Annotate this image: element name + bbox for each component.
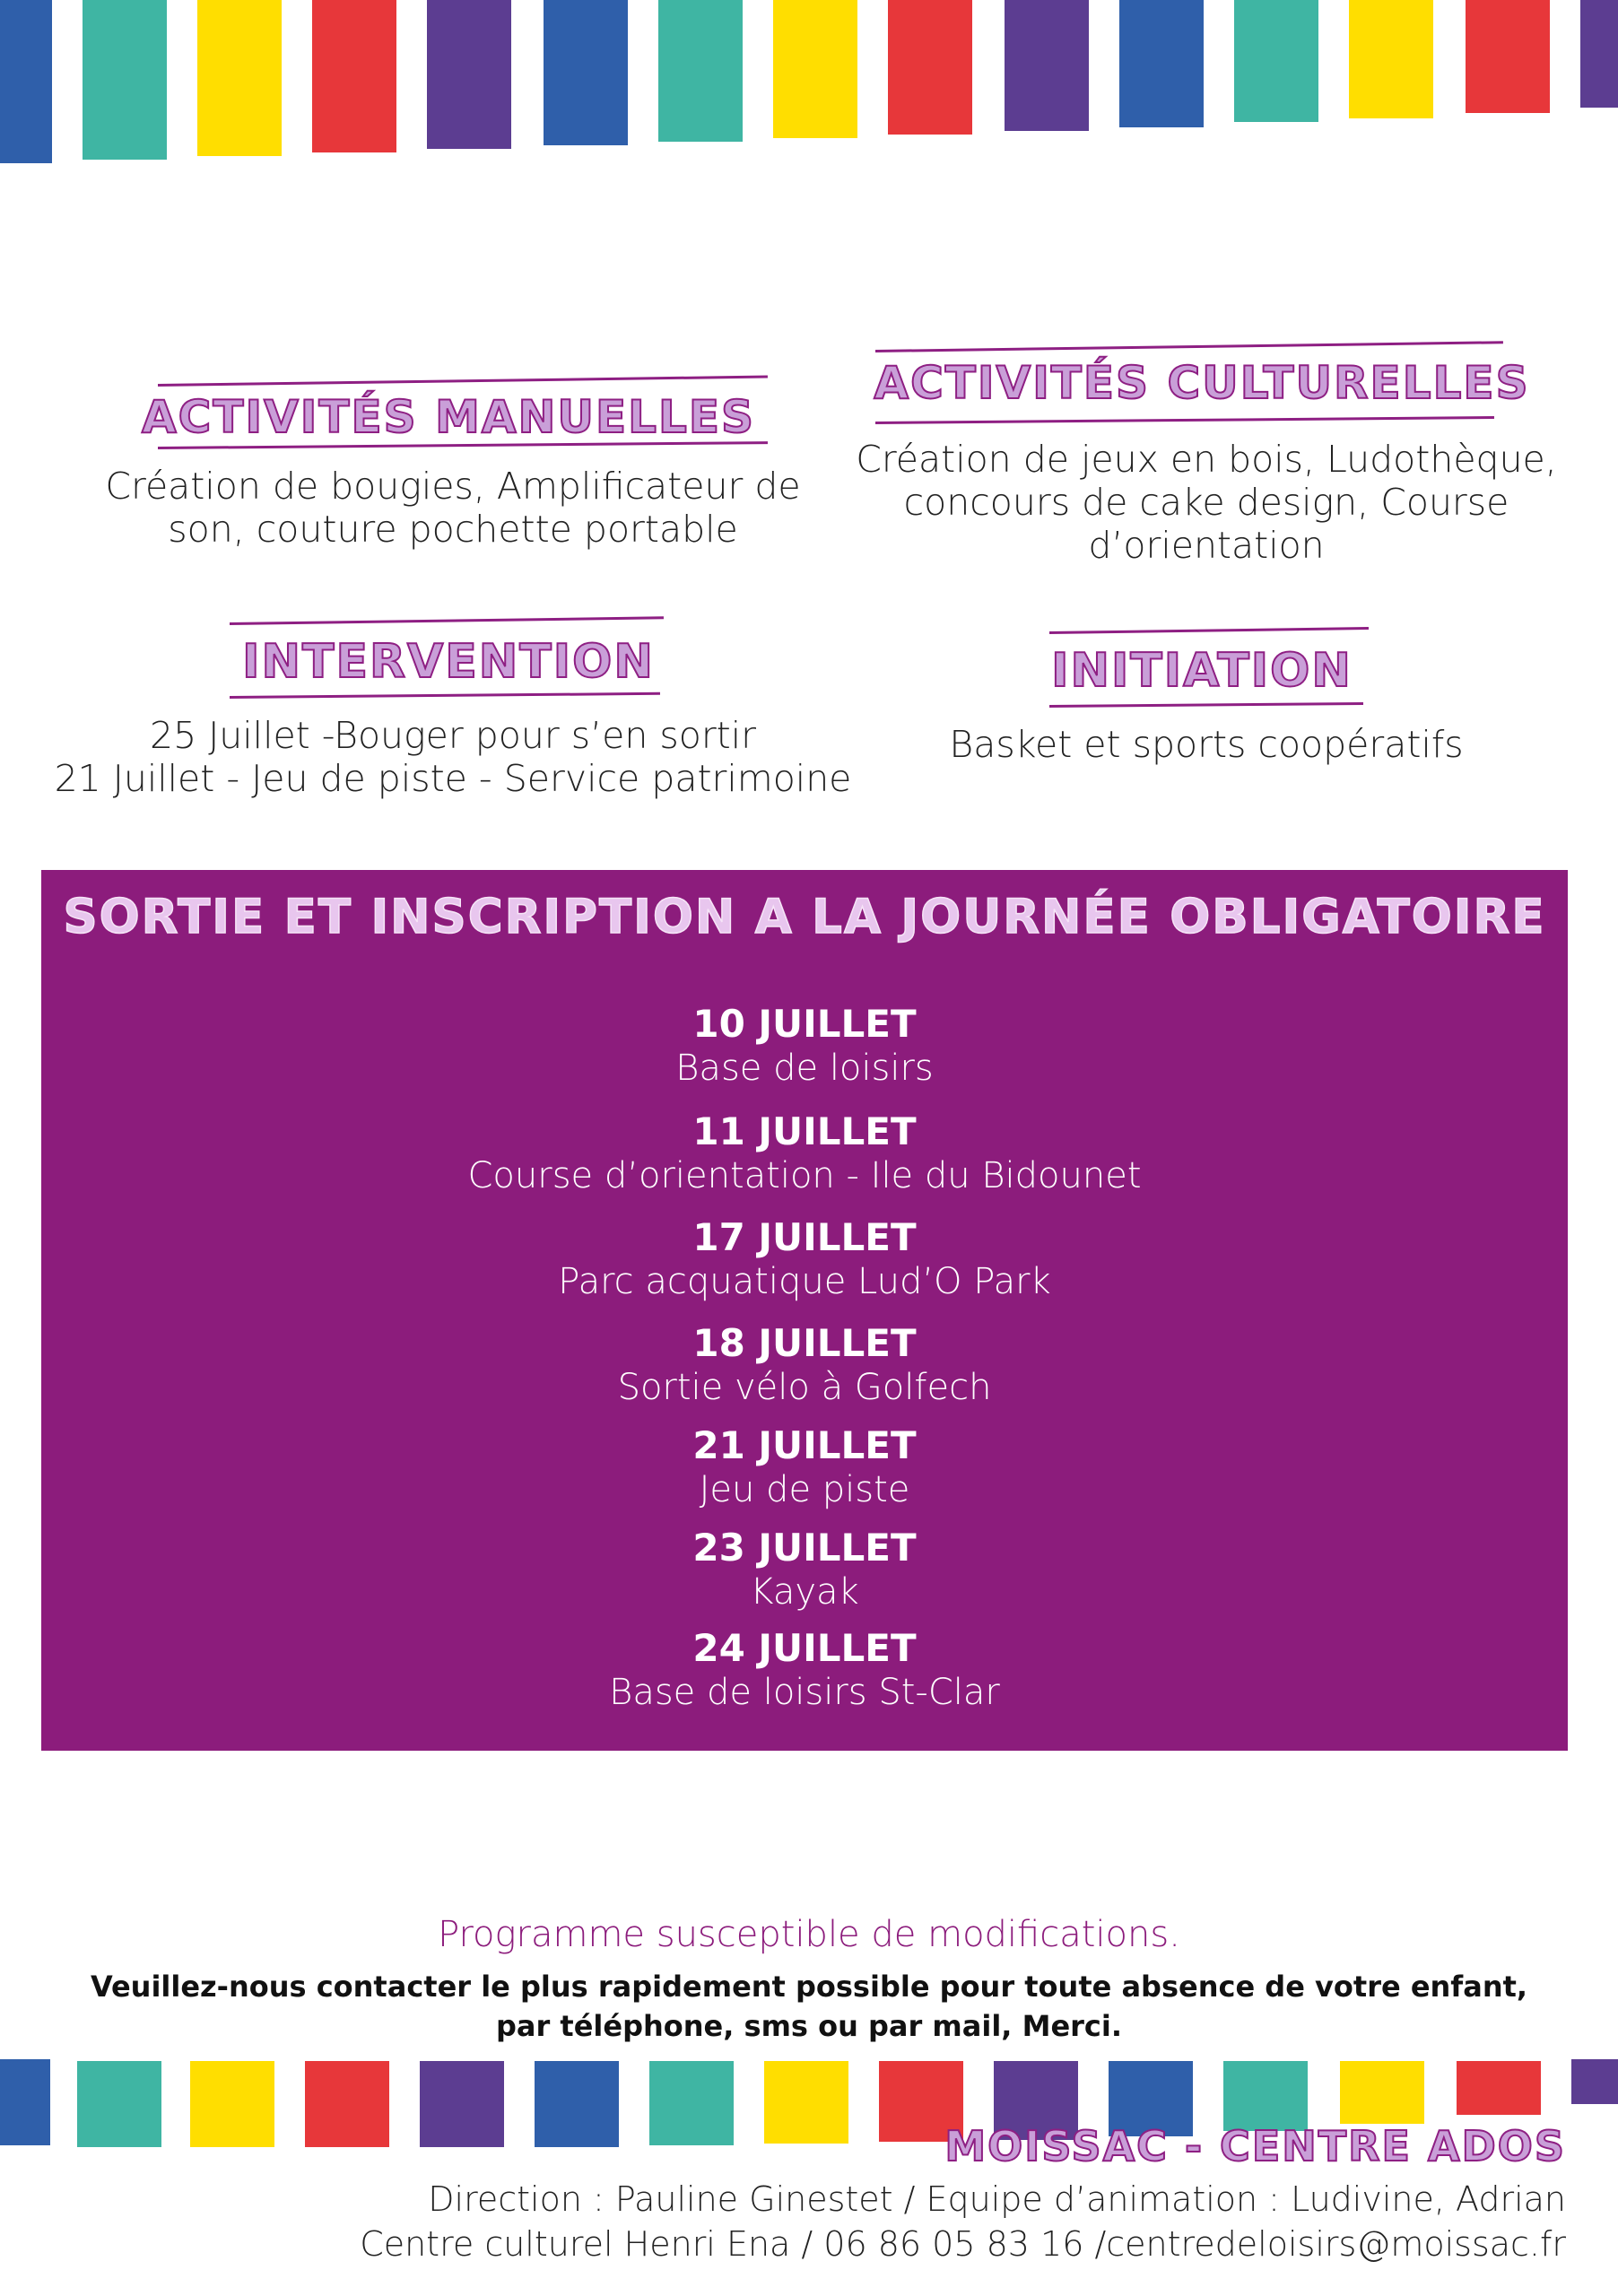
bunting-flag [1119,0,1204,127]
bunting-flag [773,0,857,138]
bunting-flag [197,0,282,156]
outing-item [41,1001,1568,1089]
outing-place: Parc acquatique Lud’O Park [558,1261,1051,1302]
bunting-flag [1005,0,1089,131]
title-underline [230,616,664,625]
title-underline [875,341,1503,352]
bunting-flag [305,2061,389,2147]
bunting-flag [83,0,167,160]
contact-info: Centre culturel Henri Ena / 06 86 05 83 16 /centredeloisirs@moissac.fr [360,2224,1566,2264]
outing-date: 10 JUILLET [692,1002,917,1046]
bunting-flag [0,0,52,163]
bunting-flag [420,2061,504,2147]
outing-date: 24 JUILLET [692,1626,917,1670]
outing-place: Base de loisirs St-Clar [609,1672,1000,1713]
bunting-flag [312,0,396,152]
title-underline [230,692,660,699]
bunting-flag [544,0,628,145]
bunting-flag [658,0,743,142]
bunting-flag [535,2061,619,2147]
bunting-flag [1223,2061,1308,2131]
outings-panel [41,870,1568,1751]
cultural-description-line: concours de cake design, Course [903,481,1509,524]
initiation-line: Basket et sports coopératifs [949,723,1464,766]
bunting-flag [1234,0,1318,122]
outing-date: 17 JUILLET [692,1215,917,1259]
bunting-flag [1466,0,1550,113]
bunting-flag [427,0,511,149]
bunting-flag [1340,2061,1424,2124]
outing-item [41,1625,1568,1713]
manual-description-line: Création de bougies, Amplificateur de [105,465,801,508]
contact-notice-line: par téléphone, sms ou par mail, Merci. [495,2009,1123,2043]
title-underline [1049,627,1369,634]
outing-date: 11 JUILLET [692,1109,917,1153]
section-title-cultural: ACTIVITÉS CULTURELLES [874,357,1530,409]
bunting-flag [764,2061,848,2144]
bunting-flag [1571,2059,1618,2104]
bunting-flag [888,0,972,135]
bunting-flag [0,2059,50,2145]
intervention-line: 25 Juillet -Bouger pour s’en sortir [150,714,756,757]
bunting-flag [190,2061,274,2147]
outing-place: Kayak [750,1571,859,1613]
section-title-manual: ACTIVITÉS MANUELLES [141,391,756,443]
bunting-flag [649,2061,734,2145]
org-name: MOISSAC - CENTRE ADOS [944,2122,1566,2170]
cultural-description-line: d’orientation [1088,524,1325,567]
title-underline [875,416,1494,424]
outing-item [41,1214,1568,1302]
cultural-description-line: Création de jeux en bois, Ludothèque, [856,438,1557,481]
section-title-intervention: INTERVENTION [242,635,655,689]
outing-date: 23 JUILLET [692,1526,917,1570]
outing-item [41,1109,1568,1196]
title-underline [158,376,768,387]
outings-title: SORTIE ET INSCRIPTION A LA JOURNÉE OBLIGATOIRE [63,890,1546,944]
outing-date: 21 JUILLET [692,1423,917,1467]
outing-date: 18 JUILLET [692,1321,917,1365]
bunting-flag [1349,0,1433,118]
outing-place: Base de loisirs [675,1048,934,1089]
manual-description-line: son, couture pochette portable [168,508,738,551]
outing-place: Jeu de piste [699,1469,910,1510]
modification-notice: Programme susceptible de modifications. [438,1914,1180,1955]
outing-place: Sortie vélo à Golfech [617,1367,992,1408]
staff-info: Direction : Pauline Ginestet / Equipe d’animation : Ludivine, Adrian [428,2179,1566,2219]
bunting-flag [77,2061,161,2147]
intervention-line: 21 Juillet - Jeu de piste - Service patrimoine [54,757,852,800]
title-underline [1049,702,1363,708]
outing-item [41,1320,1568,1408]
outing-place: Course d’orientation - Ile du Bidounet [467,1155,1142,1196]
bunting-flag [1580,0,1618,108]
outing-item [41,1422,1568,1510]
section-title-initiation: INITIATION [1051,644,1353,698]
contact-notice-line: Veuillez-nous contacter le plus rapidement possible pour toute absence de votre enfant, [90,1970,1528,2004]
outing-item [41,1525,1568,1613]
bunting-flag [1457,2061,1541,2115]
